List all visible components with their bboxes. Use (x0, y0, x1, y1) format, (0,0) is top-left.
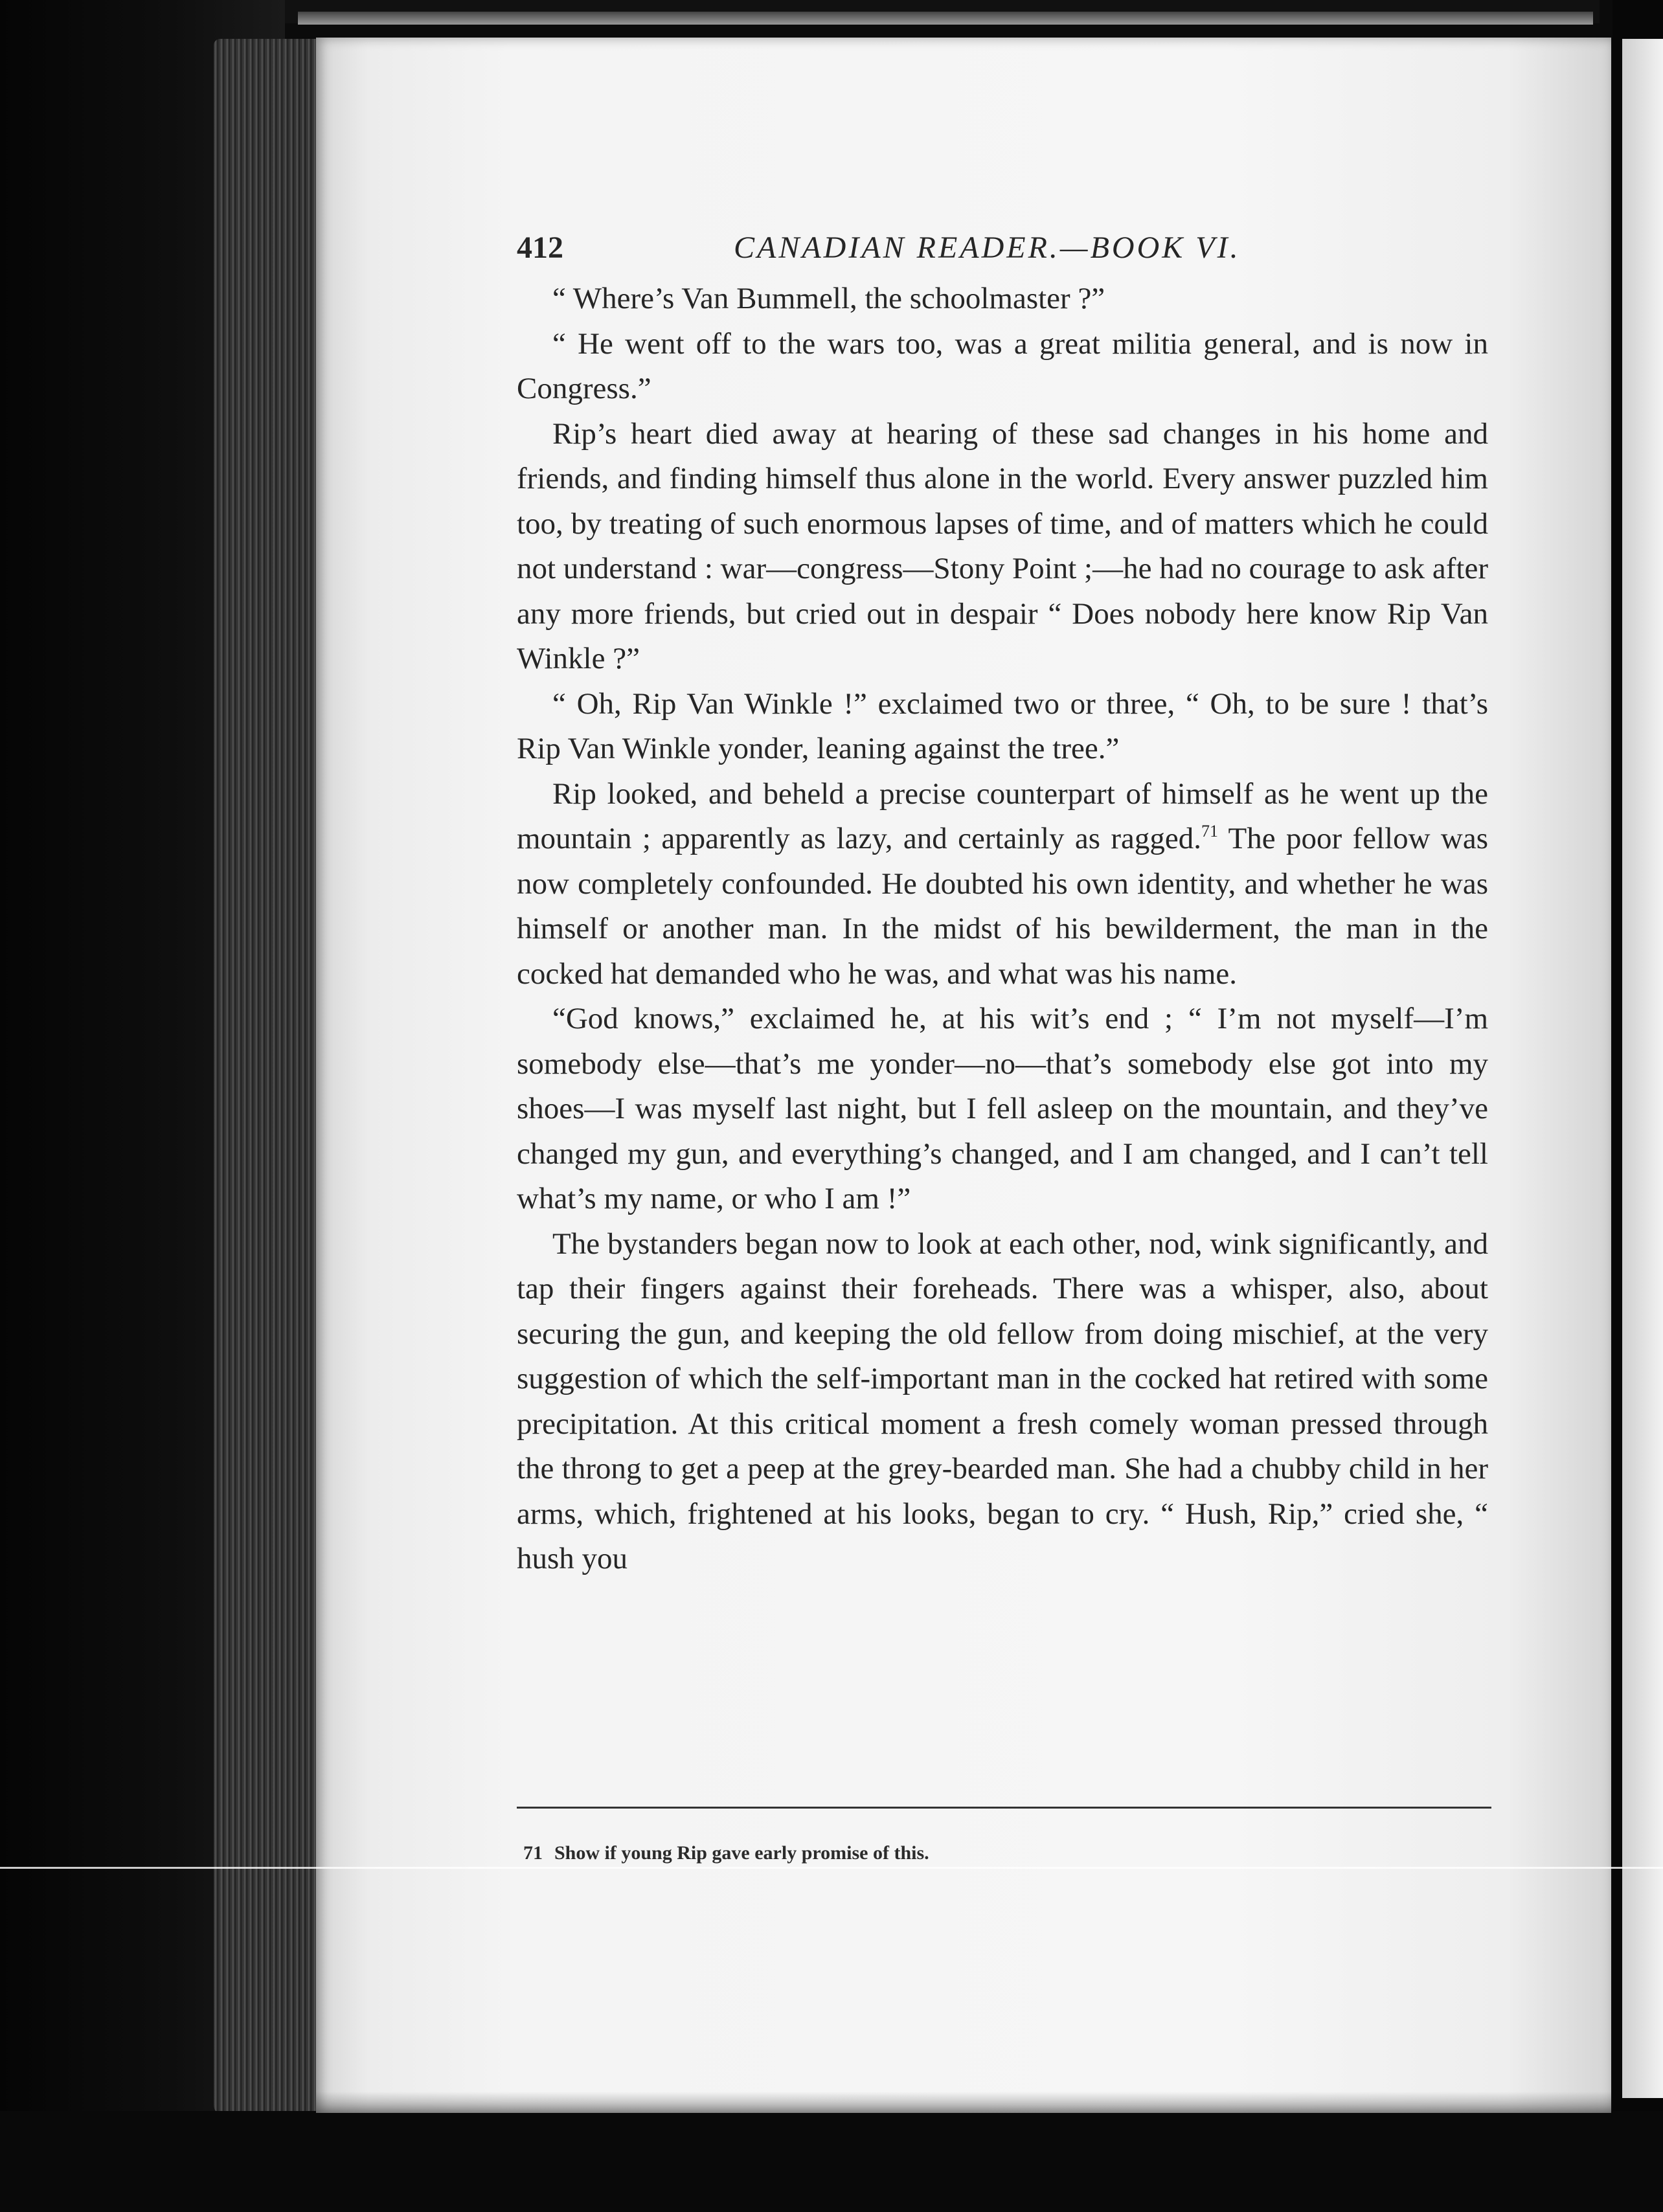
footnote-text: Show if young Rip gave early promise of this. (554, 1842, 929, 1864)
paragraph: “ He went off to the wars too, was a great militia general, and is now in Congress.” (517, 326, 1488, 405)
paragraph-text: Rip looked, and beheld a precise counterpart of himself as he went up the mountain ; apparently as lazy, and certainly as ragged. (517, 776, 1488, 855)
paragraph: “ Oh, Rip Van Winkle !” exclaimed two or three, “ Oh, to be sure ! that’s Rip Van Winkle yonder, leaning against the tree.” (517, 686, 1488, 765)
footnote-reference: 71 (1201, 822, 1219, 841)
page-bottom-shadow (316, 2092, 1611, 2113)
page-number: 412 (517, 231, 563, 265)
page-content (517, 230, 1488, 1582)
body-text (517, 276, 1488, 1582)
paragraph-text: The poor fellow was now completely confounded. He doubted his own identity, and whether he was himself or another man. In the midst of his bewilderment, the man in the cocked hat demanded who he was, and what was his name. (517, 822, 1488, 991)
paragraph: The bystanders began now to look at each other, nod, wink significantly, and tap their fingers against their foreheads. There was a whisper, also, about securing the gun, and keeping the old fellow from doing mischief, at the very suggestion of which the self-important man in the cocked hat retired with some precipitation. At this critical moment a fresh comely woman pressed through the throng to get a peep at the grey-bearded man. She had a chubby child in her arms, which, frightened at his looks, began to cry. “ Hush, Rip,” cried she, “ hush you (517, 1226, 1488, 1575)
paragraph: Rip’s heart died away at hearing of these sad changes in his home and friends, and finding himself thus alone in the world. Every answer puzzled him too, by treating of such enormous lapses of time, and of matters which he could not understand : war—congress—Stony Point ;—he had no courage to ask after any more friends, but cried out in despair “ Does nobody here know Rip Van Winkle ?” (517, 416, 1488, 675)
running-head (517, 230, 1488, 275)
facing-page-edge (1622, 39, 1663, 2098)
paragraph: “ Where’s Van Bummell, the schoolmaster ?” (552, 282, 1105, 315)
scanner-artifact-line (0, 1867, 1663, 1869)
paragraph (517, 772, 1488, 997)
running-title: CANADIAN READER.—BOOK VI. (734, 231, 1241, 265)
book-page-edges (214, 39, 317, 2117)
scan-background-bottom (0, 2111, 1663, 2212)
footnote-number: 71 (523, 1842, 543, 1864)
paragraph: “God knows,” exclaimed he, at his wit’s end ; “ I’m not myself—I’m somebody else—that’s me yonder—no—that’s somebody else got into my shoes—I was myself last night, but I fell asleep on the mountain, and they’ve changed my gun, and everything’s changed, and I am changed, and I can’t tell what’s my name, or who I am !” (517, 1002, 1488, 1215)
book-top-edge (298, 12, 1593, 25)
footnote-rule (517, 1807, 1491, 1809)
footnote (523, 1842, 929, 1864)
